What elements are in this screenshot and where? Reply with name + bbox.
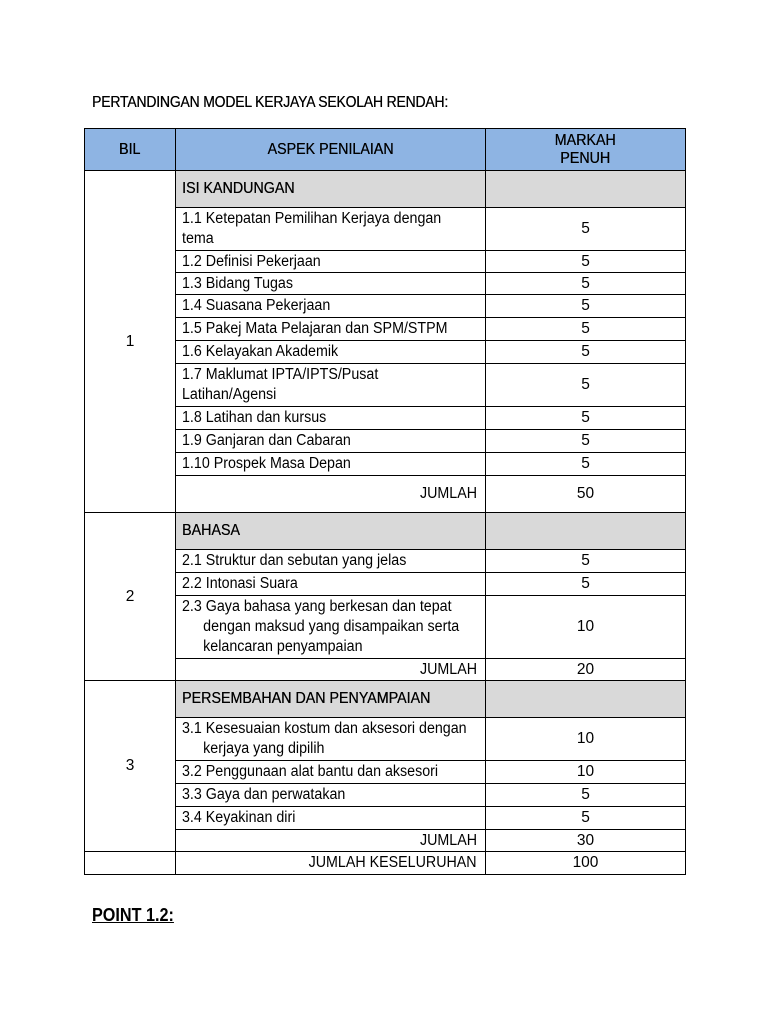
table-row xyxy=(85,341,686,364)
mark-cell: 5 xyxy=(486,784,686,807)
section-heading: BAHASA xyxy=(176,513,486,550)
criterion-cell: 1.4 Suasana Pekerjaan xyxy=(176,295,486,318)
bil-cell: 2 xyxy=(85,513,176,681)
mark-cell: 5 xyxy=(486,273,686,295)
header-aspek: ASPEK PENILAIAN xyxy=(176,129,486,171)
criterion-cell: 1.5 Pakej Mata Pelajaran dan SPM/STPM xyxy=(176,318,486,341)
section-heading-row xyxy=(85,513,686,550)
subtotal-row xyxy=(85,476,686,513)
header-markah: MARKAH PENUH xyxy=(486,129,686,171)
criterion-cell: 1.6 Kelayakan Akademik xyxy=(176,341,486,364)
subtotal-row xyxy=(85,830,686,852)
criterion-cell: 2.3 Gaya bahasa yang berkesan dan tepat dengan maksud yang disampaikan serta kelancaran penyampaian xyxy=(176,596,486,659)
criterion-cell: 1.2 Definisi Pekerjaan xyxy=(176,251,486,273)
table-row xyxy=(85,318,686,341)
criterion-cell: 1.7 Maklumat IPTA/IPTS/Pusat Latihan/Agensi xyxy=(176,364,486,407)
table-row xyxy=(85,251,686,273)
table-row xyxy=(85,453,686,476)
table-header-row xyxy=(85,129,686,171)
criterion-cell: 1.1 Ketepatan Pemilihan Kerjaya dengan tema xyxy=(176,208,486,251)
table-row xyxy=(85,573,686,596)
grand-total-bil-blank xyxy=(85,852,176,875)
section-heading: ISI KANDUNGAN xyxy=(176,171,486,208)
bil-cell: 1 xyxy=(85,171,176,513)
mark-cell: 10 xyxy=(486,761,686,784)
header-bil: BIL xyxy=(85,129,176,171)
mark-cell: 10 xyxy=(486,718,686,761)
section-heading-row xyxy=(85,171,686,208)
subtotal-label: JUMLAH xyxy=(176,659,486,681)
subtotal-value: 30 xyxy=(486,830,686,852)
mark-cell: 5 xyxy=(486,573,686,596)
grand-total-row xyxy=(85,852,686,875)
subtotal-label: JUMLAH xyxy=(176,476,486,513)
section-heading-row xyxy=(85,681,686,718)
page-title: PERTANDINGAN MODEL KERJAYA SEKOLAH RENDAH: xyxy=(92,94,449,111)
mark-cell: 5 xyxy=(486,807,686,830)
criterion-cell: 3.2 Penggunaan alat bantu dan aksesori xyxy=(176,761,486,784)
table-row xyxy=(85,407,686,430)
mark-cell: 5 xyxy=(486,318,686,341)
table-row xyxy=(85,208,686,251)
grand-total-value: 100 xyxy=(486,852,686,875)
table-row xyxy=(85,807,686,830)
section-heading-mark xyxy=(486,681,686,718)
table-row xyxy=(85,784,686,807)
table-row xyxy=(85,273,686,295)
criterion-cell: 1.3 Bidang Tugas xyxy=(176,273,486,295)
mark-cell: 5 xyxy=(486,407,686,430)
section-heading-mark xyxy=(486,513,686,550)
criterion-cell: 2.2 Intonasi Suara xyxy=(176,573,486,596)
subtotal-label: JUMLAH xyxy=(176,830,486,852)
mark-cell: 10 xyxy=(486,596,686,659)
criterion-cell: 2.1 Struktur dan sebutan yang jelas xyxy=(176,550,486,573)
criterion-cell: 1.9 Ganjaran dan Cabaran xyxy=(176,430,486,453)
table-row xyxy=(85,364,686,407)
table-row xyxy=(85,596,686,659)
mark-cell: 5 xyxy=(486,251,686,273)
mark-cell: 5 xyxy=(486,430,686,453)
criterion-cell: 3.3 Gaya dan perwatakan xyxy=(176,784,486,807)
mark-cell: 5 xyxy=(486,341,686,364)
section-heading: PERSEMBAHAN DAN PENYAMPAIAN xyxy=(176,681,486,718)
section-heading-point: POINT 1.2: xyxy=(92,905,174,925)
mark-cell: 5 xyxy=(486,295,686,318)
subtotal-value: 20 xyxy=(486,659,686,681)
subtotal-row xyxy=(85,659,686,681)
mark-cell: 5 xyxy=(486,208,686,251)
assessment-table xyxy=(84,128,686,875)
section-heading-mark xyxy=(486,171,686,208)
table-row xyxy=(85,718,686,761)
bil-cell: 3 xyxy=(85,681,176,852)
criterion-cell: 1.10 Prospek Masa Depan xyxy=(176,453,486,476)
table-row xyxy=(85,550,686,573)
subtotal-value: 50 xyxy=(486,476,686,513)
criterion-cell: 3.1 Kesesuaian kostum dan aksesori dengan kerjaya yang dipilih xyxy=(176,718,486,761)
criterion-cell: 3.4 Keyakinan diri xyxy=(176,807,486,830)
criterion-cell: 1.8 Latihan dan kursus xyxy=(176,407,486,430)
table-row xyxy=(85,761,686,784)
table-row xyxy=(85,295,686,318)
mark-cell: 5 xyxy=(486,364,686,407)
mark-cell: 5 xyxy=(486,550,686,573)
grand-total-label: JUMLAH KESELURUHAN xyxy=(176,852,486,875)
mark-cell: 5 xyxy=(486,453,686,476)
table-row xyxy=(85,430,686,453)
